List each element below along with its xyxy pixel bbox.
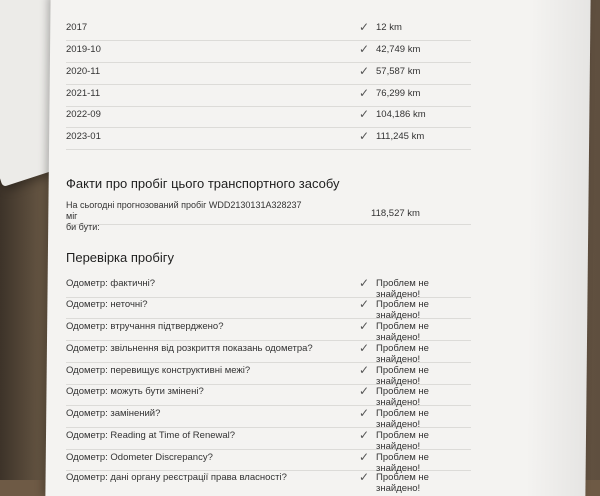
history-km: 42,749 km [376,44,421,55]
check-row [66,470,471,494]
history-row [66,66,471,85]
check-label: Одометр: фактичні? [66,278,156,289]
history-km: 57,587 km [376,66,421,77]
check-row [66,299,471,319]
check-label: Одометр: неточні? [66,299,148,310]
history-km: 76,299 km [376,88,421,99]
check-result: Проблем не знайдено! [376,472,429,494]
history-date: 2022-09 [66,109,101,120]
history-date: 2021-11 [66,88,101,99]
checkmark-icon: ✓ [359,20,370,34]
checkmark-icon: ✓ [359,363,370,377]
check-row [66,278,471,298]
history-row [66,88,471,107]
check-row [66,321,471,341]
check-label: Одометр: перевищує конструктивні межі? [66,365,251,376]
history-row [66,131,471,150]
checkmark-icon: ✓ [359,129,370,143]
check-label: Одометр: Odometer Discrepancy? [66,452,213,463]
check-row [66,343,471,363]
checkmark-icon: ✓ [359,319,370,333]
check-row [66,450,471,474]
check-result: Проблем не знайдено! [376,386,429,408]
facts-value: 118,527 km [371,208,420,219]
history-km: 12 km [376,22,402,33]
checkmark-icon: ✓ [359,276,370,290]
checkmark-icon: ✓ [359,428,370,442]
facts-label-line: би бути: [66,222,100,232]
check-label: Одометр: замінений? [66,408,161,419]
checkmark-icon: ✓ [359,450,370,464]
history-date: 2019-10 [66,44,101,55]
facts-heading: Факти про пробіг цього транспортного засобу [66,176,340,191]
history-km: 104,186 km [376,109,426,120]
check-label: Одометр: можуть бути змінені? [66,386,204,397]
check-label: Одометр: дані органу реєстрації права власності? [66,472,287,483]
checkmark-icon: ✓ [359,107,370,121]
checkmark-icon: ✓ [359,470,370,484]
checkmark-icon: ✓ [359,384,370,398]
check-result: Проблем не знайдено! [376,343,429,365]
check-result: Проблем не знайдено! [376,452,429,474]
checkmark-icon: ✓ [359,406,370,420]
checkmark-icon: ✓ [359,42,370,56]
check-result: Проблем не знайдено! [376,408,429,430]
history-date: 2017 [66,22,88,33]
check-result: Проблем не знайдено! [376,321,429,343]
checkmark-icon: ✓ [359,86,370,100]
check-result: Проблем не знайдено! [376,299,429,321]
history-row [66,109,471,128]
facts-label-line: На сьогодні прогнозований пробіг WDD2130131A328237 міг [66,200,302,221]
checkmark-icon: ✓ [359,64,370,78]
check-label: Одометр: Reading at Time of Renewal? [66,430,236,441]
history-row [66,22,471,41]
history-date: 2020-11 [66,66,101,77]
check-result: Проблем не знайдено! [376,430,429,452]
check-row [66,408,471,428]
history-date: 2023-01 [66,131,101,142]
check-row [66,365,471,385]
history-km: 111,245 km [376,131,425,142]
checkmark-icon: ✓ [359,341,370,355]
facts-row [66,200,471,232]
check-result: Проблем не знайдено! [376,365,429,387]
facts-label [66,200,311,233]
check-label: Одометр: втручання підтверджено? [66,321,224,332]
check-result: Проблем не знайдено! [376,278,429,300]
check-label: Одометр: звільнення від розкриття показань одометра? [66,343,313,354]
history-row [66,44,471,63]
checkmark-icon: ✓ [359,297,370,311]
check-row [66,430,471,450]
check-row [66,386,471,406]
check-heading: Перевірка пробігу [66,250,174,265]
